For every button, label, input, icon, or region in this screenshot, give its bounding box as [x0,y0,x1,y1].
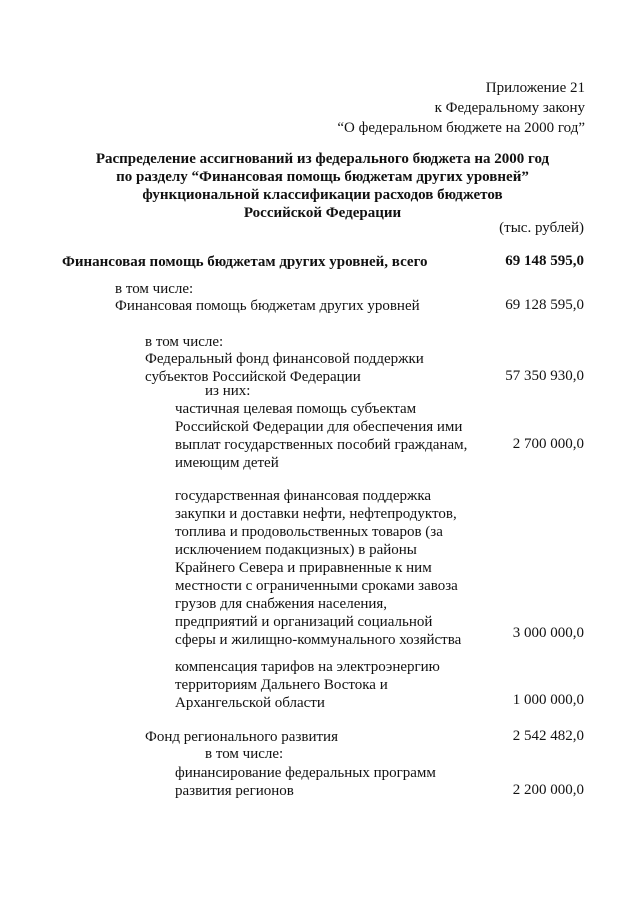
state-support-line-1: государственная финансовая поддержка [175,488,432,504]
state-support-line-5: Крайнего Севера и приравненные к ним [175,560,432,576]
total-amount: 69 148 595,0 [505,253,584,269]
appendix-law-title: “О федеральном бюджете на 2000 год” [337,120,585,136]
partial-line-3: выплат государственных пособий гражданам, [175,437,468,453]
of-them-label: из них: [205,383,251,399]
state-support-amount: 3 000 000,0 [512,625,584,641]
compensation-line-3: Архангельской области [175,695,325,711]
partial-line-4: имеющим детей [175,455,279,471]
fund-label-line-1: Федеральный фонд финансовой поддержки [145,351,424,367]
compensation-line-1: компенсация тарифов на электроэнергию [175,659,440,675]
title-line-1: Распределение ассигнований из федерального бюджета на 2000 год [95,151,550,167]
state-support-line-6: местности с ограниченными сроками завоза [175,578,458,594]
including-label-2: в том числе: [145,334,224,350]
compensation-line-2: территориям Дальнего Востока и [175,677,388,693]
state-support-line-3: топлива и продовольственных товаров (за [175,524,443,540]
compensation-amount: 1 000 000,0 [512,692,584,708]
including-label-1: в том числе: [115,281,194,297]
programs-line-1: финансирование федеральных программ [175,765,436,781]
state-support-line-8: предприятий и организаций социальной [175,614,433,630]
compensation-label [175,658,440,712]
fund-label [145,350,424,386]
regional-fund-label: Фонд регионального развития [145,729,338,745]
partial-aid-amount: 2 700 000,0 [512,436,584,452]
title-line-3: функциональной классификации расходов бюджетов [142,187,503,203]
fund-label-line-2: субъектов Российской Федерации [145,369,361,385]
state-support-line-7: грузов для снабжения населения, [175,596,388,612]
appendix-header [330,78,585,138]
state-support-line-4: исключением подакцизных) в районы [175,542,417,558]
partial-aid-label [175,400,467,472]
partial-line-2: Российской Федерации для обеспечения ими [175,419,463,435]
appendix-number: Приложение 21 [485,80,585,96]
fin-help-amount: 69 128 595,0 [505,297,584,313]
programs-line-2: развития регионов [175,783,294,799]
title-line-4: Российской Федерации [243,205,402,221]
programs-label [175,764,436,800]
appendix-law: к Федеральному закону [434,100,585,116]
fund-amount: 57 350 930,0 [505,368,584,384]
title-line-2: по разделу “Финансовая помощь бюджетам других уровней” [116,169,529,185]
including-label-3: в том числе: [205,746,284,762]
fin-help-label: Финансовая помощь бюджетам других уровней [115,298,420,314]
document-title [60,150,585,222]
partial-line-1: частичная целевая помощь субъектам [175,401,417,417]
units-label: (тыс. рублей) [499,220,584,236]
state-support-line-2: закупки и доставки нефти, нефтепродуктов, [175,506,457,522]
state-support-line-9: сферы и жилищно-коммунального хозяйства [175,632,462,648]
total-label: Финансовая помощь бюджетам других уровней, всего [62,254,428,270]
regional-fund-amount: 2 542 482,0 [512,728,584,744]
programs-amount: 2 200 000,0 [512,782,584,798]
state-support-label [175,487,461,649]
